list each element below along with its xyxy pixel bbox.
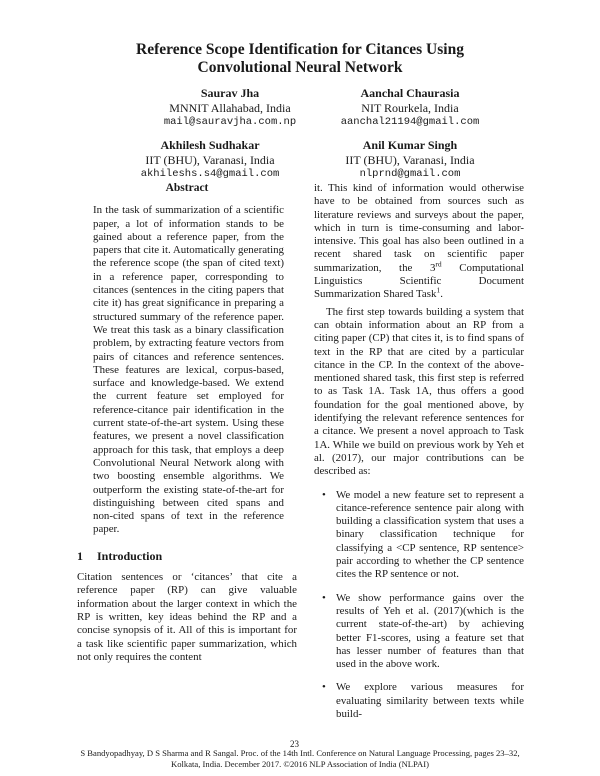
intro-paragraph: Citation sentences or ‘citances’ that cite a reference paper (RP) can give valuable information about the larger context in which the RP is written, key ideas behind the RP and a concise synopsis of it. All of this is important for a task like scientific paper summarization, which not only requires the content [77, 571, 297, 663]
title-line-1: Reference Scope Identification for Citances Using [136, 41, 464, 58]
author-block [300, 138, 520, 182]
footnote-marker[interactable]: 1 [436, 285, 441, 295]
intro-paragraph-continued: it. This kind of information would otherwise have to be obtained from sources such as literature reviews and surveys about the paper, which in turn is time-consuming and labor-intensive. This goal has also been outlined in a recent shared task on scientific paper summarization, the 3rd Computational Linguistics Scientific Document Summarization Shared Task$^1$. [314, 182, 524, 301]
author-name: Anil Kumar Singh [362, 138, 458, 152]
title-line-2: Convolutional Neural Network [197, 59, 403, 76]
intro-text: Computational Linguistics Scientific Document Summarization Shared Task [314, 261, 524, 301]
list-item [314, 592, 524, 672]
intro-text: it. This kind of information would otherwise have to be obtained from sources such as literature reviews and surveys about the paper, which in turn is time-consuming and labor-intensive. This goal has also been outlined in a recent shared task on scientific paper summarization, the 3 [314, 182, 524, 274]
footer-line-1: S Bandyopadhyay, D S Sharma and R Sangal. Proc. of the 14th Intl. Conference on Natural Language Processing, pages 23–32, [80, 748, 520, 758]
author-email[interactable]: nlprnd@gmail.com [359, 168, 461, 180]
footer-line-2: Kolkata, India. December 2017. ©2016 NLP Association of India (NLPAI) [171, 759, 429, 769]
list-item [314, 489, 524, 582]
bullet-icon: • [322, 591, 326, 604]
author-block [100, 138, 320, 182]
contributions-list [314, 489, 524, 722]
abstract-heading: Abstract [165, 182, 209, 194]
author-email[interactable]: mail@sauravjha.com.np [163, 116, 297, 128]
abstract-text: In the task of summarization of a scientific paper, a lot of information stands to be gained about a reference paper, from the papers that cite it. Automatically generating the reference scope (the span of cited text) in a reference paper, corresponding to citances (sentences in the citing papers that cite it) has great significance in preparing a structured summary of the reference paper. We treat this task as a binary classification problem, by extracting feature vectors from pairs of citances and reference sentences. These features are lexical, corpus-based, surface and knowledge-based. We extend the current feature set employed for reference-citance pair identification in the current state-of-the-art system. Using these features, we present a novel classification approach for this task, that employs a deep Convolutional Neural Network along with two boosting ensemble algorithms. We outperform the existing state-of-the-art for distinguishing between cited spans and non-cited spans of text in the reference paper. [93, 204, 284, 536]
left-column [77, 182, 297, 664]
intro-paragraph-2: The first step towards building a system that can obtain information about an RP from a citing paper (CP) that cites it, is to find spans of text in the RP that are cited by a particular citance in the CP. In the context of the above-mentioned shared task, this first step is referred to as Task 1A. Task 1A, thus offers a good foundation for the goal mentioned above, by identifying the relevant reference sentences for a citance. We present a novel approach to Task 1A. While we build on previous work by Yeh et al. (2017), our major contributions can be described as: [314, 305, 524, 478]
author-name: Saurav Jha [200, 86, 260, 100]
author-name: Akhilesh Sudhakar [160, 138, 260, 152]
author-block [300, 86, 520, 130]
section-heading [77, 550, 297, 563]
author-name: Aanchal Chaurasia [360, 86, 460, 100]
section-title: Introduction [97, 548, 163, 563]
author-affiliation: MNNIT Allahabad, India [169, 100, 291, 115]
bullet-icon: • [322, 488, 326, 501]
list-item-text: We model a new feature set to represent a citance-reference sentence pair along with building a classification system that uses a binary classification technique for classifying a <CP sentence, RP sentence> pair according to whether the CP sentence cites the RP sentence or not. [336, 488, 524, 581]
section-number: 1 [77, 548, 83, 563]
list-item [314, 681, 524, 721]
right-column [314, 182, 524, 731]
author-email[interactable]: aanchal21194@gmail.com [340, 116, 480, 128]
proceedings-footer [60, 748, 540, 770]
page-number: 23 [290, 739, 299, 749]
author-email[interactable]: akhileshs.s4@gmail.com [140, 168, 280, 180]
list-item-text: We explore various measures for evaluating similarity between texts while build- [336, 681, 524, 720]
author-affiliation: IIT (BHU), Varanasi, India [145, 152, 275, 167]
author-affiliation: NIT Rourkela, India [361, 100, 459, 115]
author-affiliation: IIT (BHU), Varanasi, India [345, 152, 475, 167]
ordinal-superscript: rd [435, 259, 442, 269]
paper-title [0, 41, 600, 77]
bullet-icon: • [322, 681, 326, 694]
list-item-text: We show performance gains over the results of Yeh et al. (2017)(which is the current state-of-the-art) by achieving better F1-scores, using a feature set that has lesser number of features than that used in the above work. [336, 591, 524, 671]
